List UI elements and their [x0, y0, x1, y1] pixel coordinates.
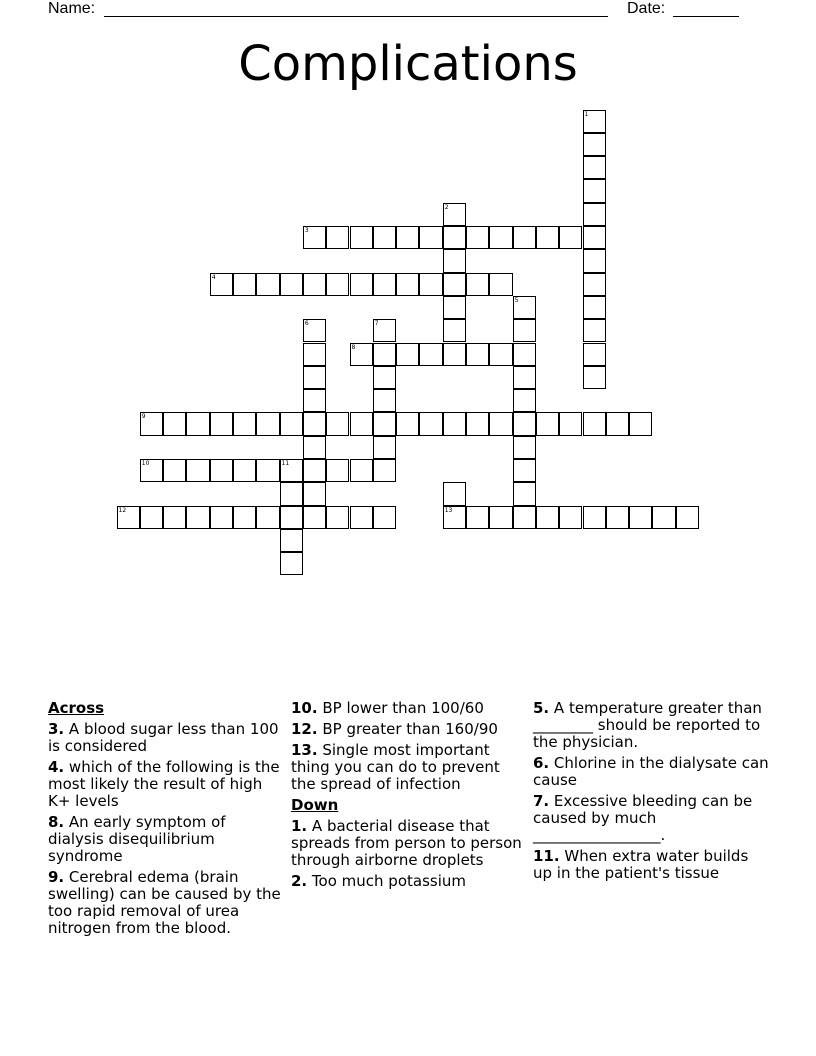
- grid-cell[interactable]: [629, 412, 652, 435]
- grid-cell[interactable]: [466, 343, 489, 366]
- grid-cell[interactable]: [489, 343, 512, 366]
- clue-across-13: 13. Single most important thing you can do to prevent the spread of infection: [291, 741, 500, 793]
- clue-number: 3: [304, 227, 309, 234]
- grid-cell[interactable]: [536, 412, 559, 435]
- grid-cell[interactable]: [303, 389, 326, 412]
- grid-cell[interactable]: [583, 203, 606, 226]
- grid-cell[interactable]: [350, 273, 373, 296]
- grid-cell[interactable]: [303, 343, 326, 366]
- grid-cell[interactable]: [303, 366, 326, 389]
- grid-cell[interactable]: [583, 319, 606, 342]
- clues-column-3: [533, 700, 769, 886]
- clue-number: 13: [444, 506, 453, 514]
- grid-cell[interactable]: [256, 459, 279, 482]
- grid-cell[interactable]: [583, 156, 606, 179]
- grid-cell[interactable]: [676, 506, 699, 529]
- grid-cell[interactable]: [117, 506, 140, 529]
- grid-cell[interactable]: [443, 226, 466, 249]
- clue-number: 1: [584, 110, 589, 118]
- clue-down-1: 1. A bacterial disease that spreads from person to person through airborne droplets: [291, 817, 522, 869]
- grid-cell[interactable]: [559, 506, 582, 529]
- grid-cell[interactable]: [280, 482, 303, 505]
- grid-cell[interactable]: [280, 459, 303, 482]
- clue-number: 10: [141, 460, 150, 467]
- grid-cell[interactable]: [373, 412, 396, 435]
- grid-cell[interactable]: [326, 459, 349, 482]
- grid-cell[interactable]: [629, 506, 652, 529]
- grid-cell[interactable]: [443, 249, 466, 272]
- grid-cell[interactable]: [373, 319, 396, 342]
- across-heading: Across: [48, 699, 105, 717]
- grid-cell[interactable]: [210, 459, 233, 482]
- grid-cell[interactable]: [163, 412, 186, 435]
- grid-cell[interactable]: [256, 506, 279, 529]
- grid-cell[interactable]: [140, 459, 163, 482]
- grid-cell[interactable]: [326, 226, 349, 249]
- clues-column-1: [48, 700, 284, 941]
- clue-number: 4: [211, 273, 216, 281]
- clue-down-7: 7. Excessive bleeding can be caused by much _________________.: [533, 792, 753, 844]
- grid-cell[interactable]: [373, 389, 396, 412]
- grid-cell[interactable]: [280, 552, 303, 575]
- grid-cell[interactable]: [350, 412, 373, 435]
- grid-cell[interactable]: [536, 226, 559, 249]
- grid-cell[interactable]: [233, 412, 256, 435]
- grid-cell[interactable]: [513, 226, 536, 249]
- clue-across-12: 12. BP greater than 160/90: [291, 720, 498, 738]
- grid-cell[interactable]: [326, 412, 349, 435]
- grid-cell[interactable]: [606, 412, 629, 435]
- grid-cell[interactable]: [350, 459, 373, 482]
- grid-cell[interactable]: [396, 343, 419, 366]
- grid-cell[interactable]: [443, 506, 466, 529]
- clue-number: 7: [374, 320, 379, 328]
- grid-cell[interactable]: [350, 343, 373, 366]
- grid-cell[interactable]: [466, 273, 489, 296]
- clue-down-5: 5. A temperature greater than ________ should be reported to the physician.: [533, 699, 762, 751]
- grid-cell[interactable]: [513, 459, 536, 482]
- grid-cell[interactable]: [489, 273, 512, 296]
- grid-cell[interactable]: [583, 343, 606, 366]
- grid-cell[interactable]: [419, 226, 442, 249]
- grid-cell[interactable]: [583, 366, 606, 389]
- grid-cell[interactable]: [583, 273, 606, 296]
- grid-cell[interactable]: [489, 506, 512, 529]
- grid-cell[interactable]: [489, 412, 512, 435]
- grid-cell[interactable]: [583, 179, 606, 202]
- grid-cell[interactable]: [280, 529, 303, 552]
- grid-cell[interactable]: [559, 412, 582, 435]
- grid-cell[interactable]: [303, 482, 326, 505]
- grid-cell[interactable]: [373, 459, 396, 482]
- grid-cell[interactable]: [256, 412, 279, 435]
- clue-down-2: 2. Too much potassium: [291, 872, 466, 890]
- clue-number: 2: [444, 203, 449, 211]
- clue-across-4: 4. which of the following is the most likely the result of high K+ levels: [48, 758, 280, 810]
- grid-cell[interactable]: [583, 226, 606, 249]
- grid-cell[interactable]: [443, 343, 466, 366]
- grid-cell[interactable]: [186, 412, 209, 435]
- grid-cell[interactable]: [373, 343, 396, 366]
- grid-cell[interactable]: [489, 226, 512, 249]
- grid-cell[interactable]: [303, 273, 326, 296]
- grid-cell[interactable]: [233, 273, 256, 296]
- clue-number: 8: [351, 343, 356, 351]
- grid-cell[interactable]: [443, 319, 466, 342]
- grid-cell[interactable]: [303, 436, 326, 459]
- grid-cell[interactable]: [350, 506, 373, 529]
- grid-cell[interactable]: [373, 273, 396, 296]
- grid-cell[interactable]: [536, 506, 559, 529]
- grid-cell[interactable]: [466, 412, 489, 435]
- grid-cell[interactable]: [419, 343, 442, 366]
- grid-cell[interactable]: [443, 273, 466, 296]
- grid-cell[interactable]: [419, 412, 442, 435]
- grid-cell[interactable]: [210, 506, 233, 529]
- grid-cell[interactable]: [303, 506, 326, 529]
- clue-down-6: 6. Chlorine in the dialysate can cause: [533, 754, 769, 789]
- name-label: Name:: [48, 0, 96, 17]
- grid-cell[interactable]: [233, 506, 256, 529]
- grid-cell[interactable]: [373, 366, 396, 389]
- grid-cell[interactable]: [280, 273, 303, 296]
- grid-cell[interactable]: [583, 412, 606, 435]
- clue-across-3: 3. A blood sugar less than 100 is considered: [48, 720, 279, 755]
- grid-cell[interactable]: [652, 506, 675, 529]
- grid-cell[interactable]: [513, 436, 536, 459]
- grid-cell[interactable]: [326, 506, 349, 529]
- grid-cell[interactable]: [513, 343, 536, 366]
- grid-cell[interactable]: [396, 273, 419, 296]
- clue-number: 6: [304, 320, 309, 328]
- grid-cell[interactable]: [326, 273, 349, 296]
- grid-cell[interactable]: [559, 226, 582, 249]
- clue-number: 11: [281, 460, 290, 467]
- grid-cell[interactable]: [186, 459, 209, 482]
- clue-number: 12: [118, 506, 127, 514]
- clue-across-8: 8. An early symptom of dialysis disequilibrium syndrome: [48, 813, 226, 865]
- grid-cell[interactable]: [303, 226, 326, 249]
- grid-cell[interactable]: [303, 412, 326, 435]
- grid-cell[interactable]: [583, 296, 606, 319]
- grid-cell[interactable]: [163, 506, 186, 529]
- page-title: Complications: [238, 36, 578, 92]
- grid-cell[interactable]: [583, 249, 606, 272]
- grid-cell[interactable]: [513, 366, 536, 389]
- clue-down-11: 11. When extra water builds up in the patient's tissue: [533, 847, 749, 882]
- grid-cell[interactable]: [513, 482, 536, 505]
- grid-cell[interactable]: [583, 133, 606, 156]
- down-heading: Down: [291, 796, 339, 814]
- grid-cell[interactable]: [140, 412, 163, 435]
- grid-cell[interactable]: [583, 506, 606, 529]
- grid-cell[interactable]: [396, 226, 419, 249]
- grid-cell[interactable]: [256, 273, 279, 296]
- grid-cell[interactable]: [513, 389, 536, 412]
- clue-across-10: 10. BP lower than 100/60: [291, 699, 484, 717]
- grid-cell[interactable]: [140, 506, 163, 529]
- grid-cell[interactable]: [350, 226, 373, 249]
- date-label: Date:: [627, 0, 666, 17]
- grid-cell[interactable]: [303, 459, 326, 482]
- grid-cell[interactable]: [280, 506, 303, 529]
- grid-cell[interactable]: [280, 412, 303, 435]
- clue-number: 9: [141, 413, 146, 421]
- grid-cell[interactable]: [583, 110, 606, 133]
- grid-cell[interactable]: [233, 459, 256, 482]
- grid-cell[interactable]: [373, 506, 396, 529]
- grid-cell[interactable]: [373, 226, 396, 249]
- clue-across-9: 9. Cerebral edema (brain swelling) can be caused by the too rapid removal of urea nitrogen from the blood.: [48, 868, 281, 937]
- clue-number: 5: [514, 296, 519, 304]
- grid-cell[interactable]: [186, 506, 209, 529]
- grid-cell[interactable]: [466, 506, 489, 529]
- grid-cell[interactable]: [396, 412, 419, 435]
- grid-cell[interactable]: [443, 482, 466, 505]
- grid-cell[interactable]: [513, 319, 536, 342]
- grid-cell[interactable]: [513, 506, 536, 529]
- grid-cell[interactable]: [466, 226, 489, 249]
- grid-cell[interactable]: [443, 296, 466, 319]
- grid-cell[interactable]: [210, 412, 233, 435]
- grid-cell[interactable]: [513, 296, 536, 319]
- grid-cell[interactable]: [303, 319, 326, 342]
- grid-cell[interactable]: [443, 203, 466, 226]
- grid-cell[interactable]: [513, 412, 536, 435]
- grid-cell[interactable]: [163, 459, 186, 482]
- clues-column-2: [291, 700, 527, 894]
- grid-cell[interactable]: [373, 436, 396, 459]
- grid-cell[interactable]: [419, 273, 442, 296]
- grid-cell[interactable]: [606, 506, 629, 529]
- grid-cell[interactable]: [443, 412, 466, 435]
- grid-cell[interactable]: [210, 273, 233, 296]
